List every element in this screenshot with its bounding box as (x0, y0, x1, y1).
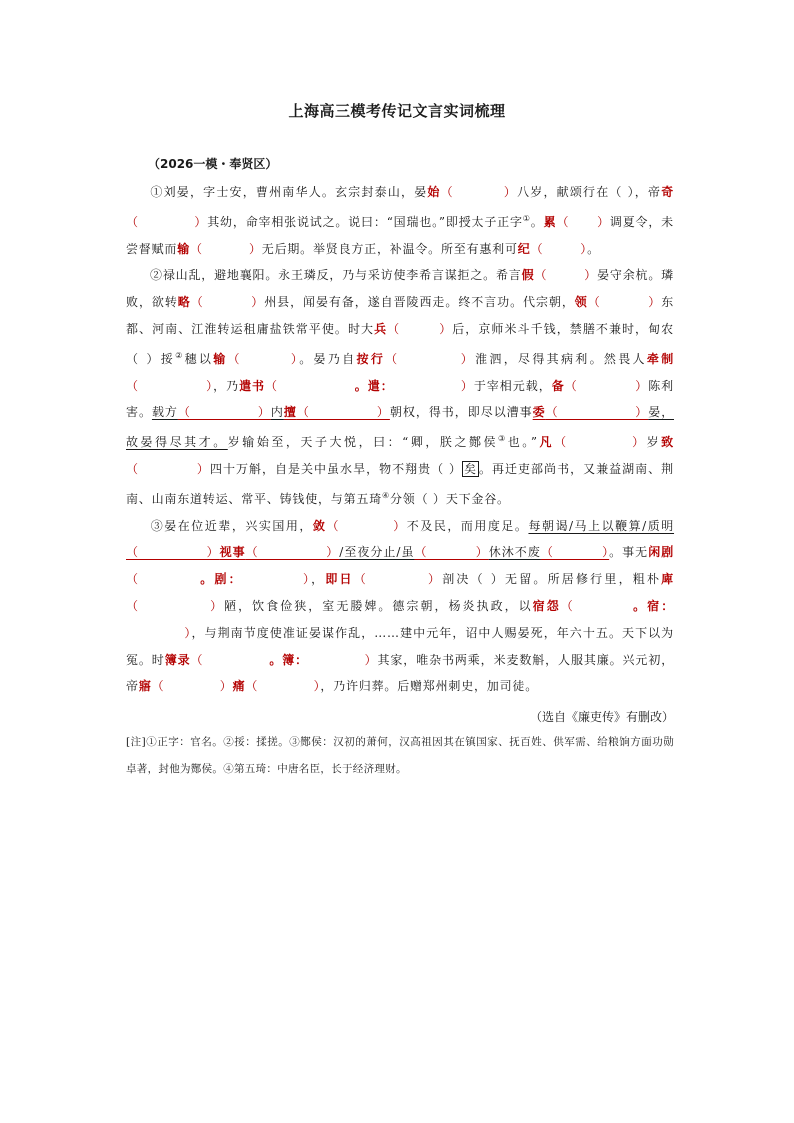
text: 其幼，命宰相张说试之。说曰：“国瑞也。”即授太子正字 (207, 214, 523, 229)
section-label: （2026一模・奉贤区） (148, 157, 278, 171)
answer-blank[interactable]: （ ） (126, 214, 208, 229)
answer-blank[interactable]: （ ） (126, 598, 225, 613)
underlined-text: 晏，故晏得尽其才。 (126, 405, 674, 450)
answer-blank[interactable]: （ ） (414, 545, 489, 560)
answer-blank[interactable]: （ ） (587, 295, 662, 310)
keyword: 。遣： (354, 378, 394, 393)
answer-blank[interactable]: （ ） (564, 378, 649, 393)
underlined-text: 休沐不废 (488, 545, 541, 560)
text: 不及民，而用度足。 (406, 518, 529, 533)
footnote-marker: ② (175, 350, 185, 360)
answer-blank[interactable]: （ ） (245, 545, 340, 560)
answer-blank[interactable]: （ ） (245, 679, 321, 694)
text: 朝权，得书，即尽以漕事 (389, 405, 533, 420)
answer-blank[interactable]: ） (242, 572, 312, 587)
text: 州县，闻晏有备，遂自晋陵西走。终不言功。代宗朝， (264, 295, 575, 310)
keyword: 痛 (232, 679, 246, 694)
source-citation: （选自《廉吏传》有删改） (529, 710, 674, 725)
keyword: 致 (661, 435, 674, 450)
text: ①刘晏，字士安，曹州南华人。玄宗封泰山，晏 (150, 185, 428, 199)
footnote-marker: ④ (382, 490, 390, 500)
text: ， (311, 572, 326, 587)
answer-blank[interactable]: （ (560, 598, 634, 613)
answer-blank[interactable]: ） (393, 378, 474, 393)
answer-blank[interactable]: （ ） (126, 545, 220, 560)
text: 岁 (646, 435, 662, 450)
answer-blank[interactable]: （ ） (385, 351, 476, 366)
text: ，与荆南节度使准证晏谋作乱，……建中元年，诏中人赐晏死，年六十五。天下以为冤。时 (126, 625, 674, 667)
footnote-marker: ① (522, 213, 531, 223)
answer-blank[interactable]: （ (190, 652, 270, 667)
keyword: 输 (213, 351, 228, 366)
keyword: 。剧： (200, 572, 243, 587)
text: 四十万斛，自是关中虽水旱，物不翔贵（ ） (209, 461, 462, 476)
answer-blank[interactable]: （ ） (190, 295, 265, 310)
text: 也。” (507, 435, 538, 450)
keyword: 敛 (312, 518, 327, 533)
keyword: 兵 (374, 321, 388, 336)
text: ，乃 (213, 378, 240, 393)
answer-blank[interactable]: （ ） (227, 351, 300, 366)
text: 无后期。举贤良方正，补温令。所至有惠利可 (261, 241, 518, 256)
answer-blank[interactable]: （ ） (540, 545, 610, 560)
text: 。事无 (609, 545, 649, 560)
text: 东都、河南、江淮转运租庸盐铁常平使。时大 (126, 295, 675, 336)
answer-blank[interactable]: （ (126, 572, 201, 587)
underlined-text: 内 (270, 405, 284, 420)
keyword: 。簿： (269, 652, 309, 667)
page-title: 上海高三模考传记文言实词梳理 (288, 102, 506, 120)
keyword: 寤 (138, 679, 152, 694)
footnote-marker: ③ (498, 434, 508, 444)
underlined-text: /至夜分止/虽 (339, 545, 415, 560)
keyword: 视事 (219, 545, 246, 560)
text: 。 (530, 214, 544, 229)
keyword: 累 (543, 214, 557, 229)
text: 淮泗，尽得其病利。然畏人 (475, 351, 647, 366)
text: 剖决（ ）无留。所居修行里，粗朴 (442, 572, 662, 587)
paragraph-1 (126, 179, 674, 262)
answer-blank[interactable]: （ ） (126, 378, 214, 393)
answer-blank[interactable]: ） (308, 652, 378, 667)
text: 岁输始至，天子大悦，曰：“卿，朕之酂侯 (227, 435, 499, 450)
boxed-character: 矣 (463, 461, 477, 476)
text: 调夏令，未尝督赋而 (126, 214, 674, 256)
text: 后，京师米斗千钱，禁膳不兼时，甸农（ ）挼 (126, 321, 674, 366)
keyword: 委 (532, 405, 546, 420)
keyword: 奇 (661, 185, 675, 199)
text: 陈利害。 (126, 378, 674, 420)
footnotes: [注]①正字：官名。②挼：揉搓。③酂侯：汉初的萧何，汉高祖因其在镇国家、抚百姓、供军需、给粮饷方面功勋卓著，封他为酂侯。④第五琦：中唐名臣，长于经济理财。 (126, 736, 674, 776)
answer-blank[interactable]: （ ） (177, 405, 271, 420)
text: ③晏在位近辈，兴实国用， (150, 518, 313, 533)
keyword: 簿录 (164, 652, 191, 667)
keyword: 领 (574, 295, 588, 310)
answer-blank[interactable]: （ ） (353, 572, 443, 587)
keyword: 庳 (661, 572, 674, 587)
paragraph-2 (126, 262, 674, 512)
keyword: 闲剧 (648, 545, 675, 560)
keyword: 凡 (537, 435, 555, 450)
keyword: 。宿： (633, 598, 675, 613)
text: 。 (587, 241, 600, 256)
keyword: 纪 (517, 241, 531, 256)
keyword: 即日 (325, 572, 354, 587)
answer-blank[interactable]: （ ） (556, 214, 610, 229)
keyword: 按行 (356, 351, 386, 366)
text: 。再迁吏部尚书，又兼益湖南、荆南、山南东道转运、常平、铸钱使，与第五琦 (126, 461, 674, 506)
keyword: 假 (521, 268, 535, 283)
keyword: 宿怨 (532, 598, 561, 613)
text: ②禄山乱，避地襄阳。永王璘反，乃与采访使李希言谋拒之。希言 (150, 268, 522, 283)
text: ，乃许归葬。后赠郑州刺史，加司徒。 (320, 679, 539, 694)
keyword: 备 (551, 378, 565, 393)
text: 穗以 (184, 351, 214, 366)
answer-blank[interactable]: （ ） (387, 321, 453, 336)
keyword: 始 (427, 185, 441, 199)
answer-blank[interactable]: （ ） (440, 185, 518, 199)
text: 晏守余杭。璘败，欲转 (126, 268, 674, 310)
document-body (126, 155, 674, 783)
paragraph-3 (126, 513, 674, 701)
answer-blank[interactable]: （ ） (296, 405, 390, 420)
answer-blank[interactable]: （ ） (151, 679, 233, 694)
keyword: 输 (177, 241, 191, 256)
underlined-text: 载方 (151, 405, 178, 420)
text: 陋，饮食俭狭，室无媵婢。德宗朝，杨炎执政，以 (224, 598, 533, 613)
keyword: 遣书 (239, 378, 266, 393)
answer-blank[interactable]: （ ） (545, 405, 649, 420)
answer-blank[interactable]: （ ） (126, 461, 210, 476)
answer-blank[interactable]: （ ） (534, 268, 598, 283)
text: 八岁，献颂行在（ ），帝 (517, 185, 662, 199)
answer-blank[interactable]: （ ） (326, 518, 407, 533)
answer-blank[interactable]: ） (126, 625, 192, 640)
keyword: 擅 (283, 405, 297, 420)
answer-blank[interactable]: （ ） (530, 241, 588, 256)
underlined-text: 每朝谒/马上以鞭算/质明 (528, 518, 675, 533)
keyword: 略 (177, 295, 191, 310)
text: 分领（ ）天下金谷。 (390, 491, 510, 506)
text: 。晏乃自 (299, 351, 357, 366)
text: 于宰相元载， (473, 378, 552, 393)
keyword: 牵制 (646, 351, 674, 366)
answer-blank[interactable]: （ (265, 378, 355, 393)
answer-blank[interactable]: （ ） (190, 241, 262, 256)
text: 其家，唯杂书两乘，米麦数斛，人服其廉。兴元初，帝 (126, 652, 675, 694)
answer-blank[interactable]: （ ） (554, 435, 647, 450)
